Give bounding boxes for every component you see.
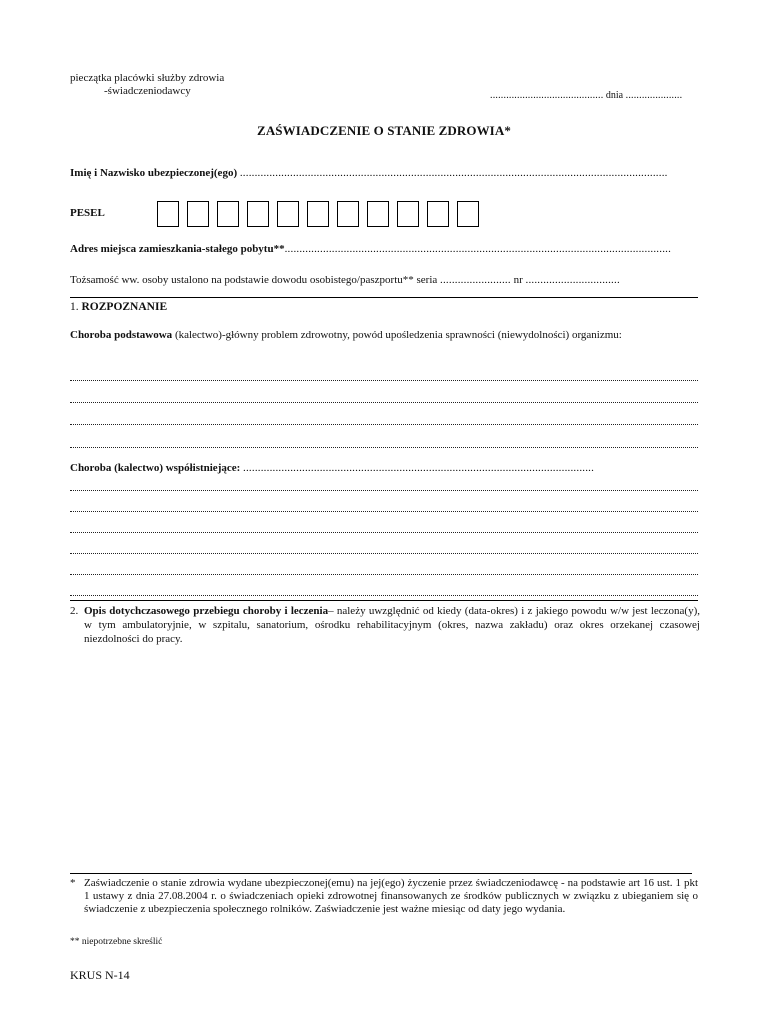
pesel-digit-box[interactable] [427, 201, 449, 227]
footnote-1 [70, 877, 698, 916]
section-divider-2 [70, 600, 698, 601]
pesel-digit-box[interactable] [397, 201, 419, 227]
section-divider [70, 297, 698, 298]
insured-name-label: Imię i Nazwisko ubezpieczonej(ego) [70, 167, 238, 179]
coexisting-disease-line-1[interactable] [70, 490, 698, 491]
footnote-2: ** niepotrzebne skreślić [70, 937, 163, 947]
address-label: Adres miejsca zamieszkania-stałego pobytu** [70, 243, 285, 255]
pesel-digit-box[interactable] [217, 201, 239, 227]
form-code: KRUS N-14 [70, 968, 130, 982]
section2-text: – należy uwzględnić od kiedy (data-okres) i z jakiego powodu w/w jest leczona(y), w tym ambulatoryjnie, w szpitalu, sanatorium, ośrodku rehabilitacyjnym (okres, nazwa zakładu) oraz okres orzekanej czasowej niezdolności do pracy. [84, 605, 701, 645]
primary-disease-label: Choroba podstawowa [70, 329, 173, 341]
pesel-digit-box[interactable] [337, 201, 359, 227]
pesel-digit-box[interactable] [187, 201, 209, 227]
document-title: ZAŚWIADCZENIE O STANIE ZDROWIA* [257, 123, 511, 138]
pesel-digit-box[interactable] [367, 201, 389, 227]
coexisting-disease-line-2[interactable] [70, 511, 698, 512]
institution-stamp-area [70, 72, 224, 98]
address-dots: ................................................................................................................................... [284, 243, 672, 255]
id-series-dots: ........................ [440, 274, 511, 286]
pesel-digit-box[interactable] [247, 201, 269, 227]
section2-number: 2. [70, 605, 79, 617]
coexisting-disease-line-3[interactable] [70, 532, 698, 533]
pesel-digit-box[interactable] [277, 201, 299, 227]
insured-name-dots: ................................................................................................................................................. [239, 167, 668, 179]
identity-label: Tożsamość ww. osoby ustalono na podstawie dowodu osobistego/paszportu** seria [70, 274, 438, 286]
address-field[interactable] [70, 243, 710, 255]
coexisting-disease-dots: ....................................................................................................................... [243, 462, 595, 474]
primary-disease-description [70, 328, 698, 343]
stamp-label-line2: -świadczeniodawcy [104, 85, 191, 97]
section2-block [70, 604, 700, 646]
date-field[interactable] [490, 90, 682, 101]
coexisting-disease-field[interactable] [70, 462, 700, 474]
coexisting-disease-line-4[interactable] [70, 553, 698, 554]
id-number-dots: ................................ [525, 274, 620, 286]
footnote-1-mark: * [70, 877, 76, 889]
primary-disease-line-2[interactable] [70, 402, 698, 403]
section1-title: ROZPOZNANIE [81, 301, 168, 313]
section2-title: Opis dotychczasowego przebiegu choroby i leczenia [84, 605, 329, 617]
place-dots: .......................................... [490, 90, 604, 101]
primary-disease-line-4[interactable] [70, 447, 698, 448]
coexisting-disease-line-6[interactable] [70, 595, 698, 596]
insured-name-field[interactable] [70, 167, 700, 179]
pesel-digit-box[interactable] [307, 201, 329, 227]
primary-disease-text: (kalectwo)-główny problem zdrowotny, powód upośledzenia sprawności (niewydolności) organizmu: [174, 329, 622, 341]
footnote-divider [70, 873, 692, 874]
pesel-boxes[interactable] [157, 201, 479, 227]
date-dots: ..................... [625, 90, 683, 101]
identity-field[interactable] [70, 274, 700, 286]
pesel-digit-box[interactable] [157, 201, 179, 227]
coexisting-disease-line-5[interactable] [70, 574, 698, 575]
primary-disease-line-1[interactable] [70, 380, 698, 381]
date-label: dnia [605, 90, 624, 101]
section1-heading [70, 301, 167, 313]
id-number-label: nr [513, 274, 523, 286]
pesel-label: PESEL [70, 207, 105, 219]
coexisting-disease-label: Choroba (kalectwo) współistniejące: [70, 462, 241, 474]
stamp-label-line1: pieczątka placówki służby zdrowia [70, 72, 225, 84]
footnote-1-text: Zaświadczenie o stanie zdrowia wydane ubezpieczonej(emu) na jej(ego) życzenie przez świadczeniodawcę - na podstawie art 16 ust. 1 pkt 1 ustawy z dnia 27.08.2004 r. o świadczeniach opieki zdrowotnej finansowanych ze środków publicznych w związku z ubieganiem się o świadczenie z ubezpieczenia społecznego rolników. Zaświadczenie jest ważne miesiąc od daty jego wydania. [84, 877, 698, 915]
pesel-digit-box[interactable] [457, 201, 479, 227]
primary-disease-line-3[interactable] [70, 424, 698, 425]
section1-number: 1. [70, 301, 79, 313]
